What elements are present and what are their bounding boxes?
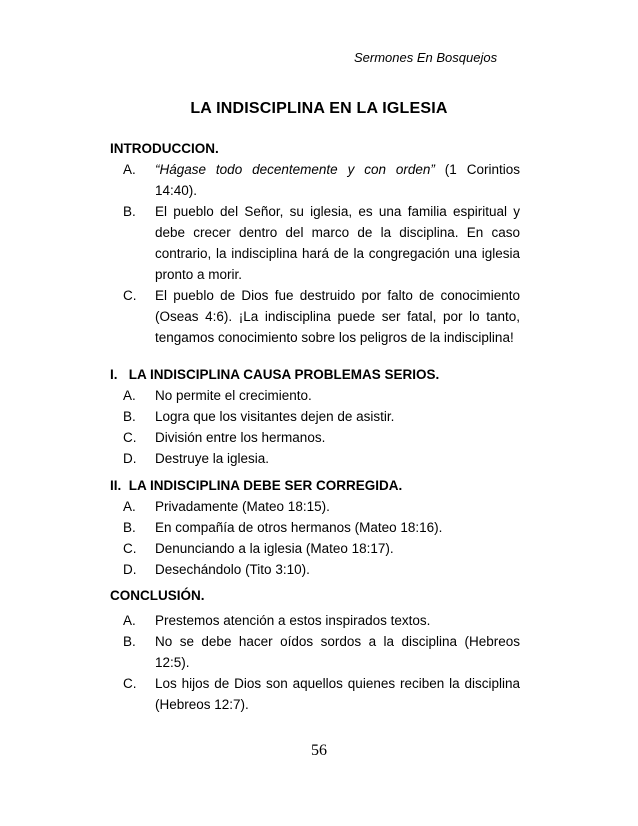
item-letter: A. — [123, 162, 136, 177]
item-letter: A. — [123, 499, 136, 514]
intro-section — [110, 138, 530, 348]
page-title: LA INDISCIPLINA EN LA IGLESIA — [190, 100, 448, 117]
item-text: Denunciando a la iglesia (Mateo 18:17). — [155, 541, 394, 556]
item-text: Los hijos de Dios son aquellos quienes reciben la disciplina (Hebreos 12:7). — [155, 676, 520, 712]
item-letter: A. — [123, 388, 136, 403]
list-item — [110, 496, 530, 517]
list-item — [110, 385, 530, 406]
item-letter: D. — [123, 451, 137, 466]
item-letter: C. — [123, 541, 137, 556]
list-item — [110, 517, 530, 538]
item-text: División entre los hermanos. — [155, 430, 326, 445]
item-letter: B. — [123, 520, 136, 535]
item-text — [155, 159, 520, 201]
item-text: Destruye la iglesia. — [155, 451, 270, 466]
item-letter: A. — [123, 613, 136, 628]
conclusion-heading: CONCLUSIÓN. — [110, 588, 205, 603]
list-item — [110, 538, 530, 559]
list-item — [110, 285, 530, 348]
scripture-quote: “Hágase todo decentemente y con orden” — [155, 162, 435, 177]
item-text: Desechándolo (Tito 3:10). — [155, 562, 310, 577]
item-text: Logra que los visitantes dejen de asistir. — [155, 409, 395, 424]
list-item — [110, 610, 530, 631]
running-header: Sermones En Bosquejos — [354, 50, 498, 65]
list-item — [110, 406, 530, 427]
item-text: Privadamente (Mateo 18:15). — [155, 499, 330, 514]
item-letter: D. — [123, 562, 137, 577]
item-letter: B. — [123, 204, 136, 219]
conclusion-section — [110, 585, 530, 715]
item-letter: B. — [123, 634, 136, 649]
item-letter: C. — [123, 676, 137, 691]
section-2-heading: II. LA INDISCIPLINA DEBE SER CORREGIDA. — [110, 478, 403, 493]
list-item — [110, 427, 530, 448]
list-item — [110, 559, 530, 580]
intro-heading: INTRODUCCION. — [110, 141, 219, 156]
item-text: No se debe hacer oídos sordos a la disciplina (Hebreos 12:5). — [155, 634, 520, 670]
item-text: En compañía de otros hermanos (Mateo 18:16). — [155, 520, 443, 535]
section-1-heading: I. LA INDISCIPLINA CAUSA PROBLEMAS SERIOS. — [110, 367, 440, 382]
item-text: No permite el crecimiento. — [155, 388, 312, 403]
item-text: Prestemos atención a estos inspirados textos. — [155, 613, 431, 628]
item-letter: B. — [123, 409, 136, 424]
item-letter: C. — [123, 288, 137, 303]
page-number: 56 — [311, 742, 327, 759]
scripture-reference: (1 Corintios 14:40). — [155, 162, 520, 198]
item-text: El pueblo del Señor, su iglesia, es una familia espiritual y debe crecer dentro del marco de la disciplina. En caso contrario, la indisciplina hará de la congregación una iglesia pronto a morir. — [155, 204, 520, 282]
list-item — [110, 448, 530, 469]
item-letter: C. — [123, 430, 137, 445]
list-item — [110, 631, 530, 673]
item-text: El pueblo de Dios fue destruido por falto de conocimiento (Oseas 4:6). ¡La indisciplina puede ser fatal, por lo tanto, tengamos conocimiento sobre los peligros de la indisciplina! — [155, 288, 520, 345]
list-item — [110, 159, 530, 201]
section-2 — [110, 475, 530, 580]
list-item — [110, 673, 530, 715]
list-item — [110, 201, 530, 285]
section-1 — [110, 364, 530, 469]
